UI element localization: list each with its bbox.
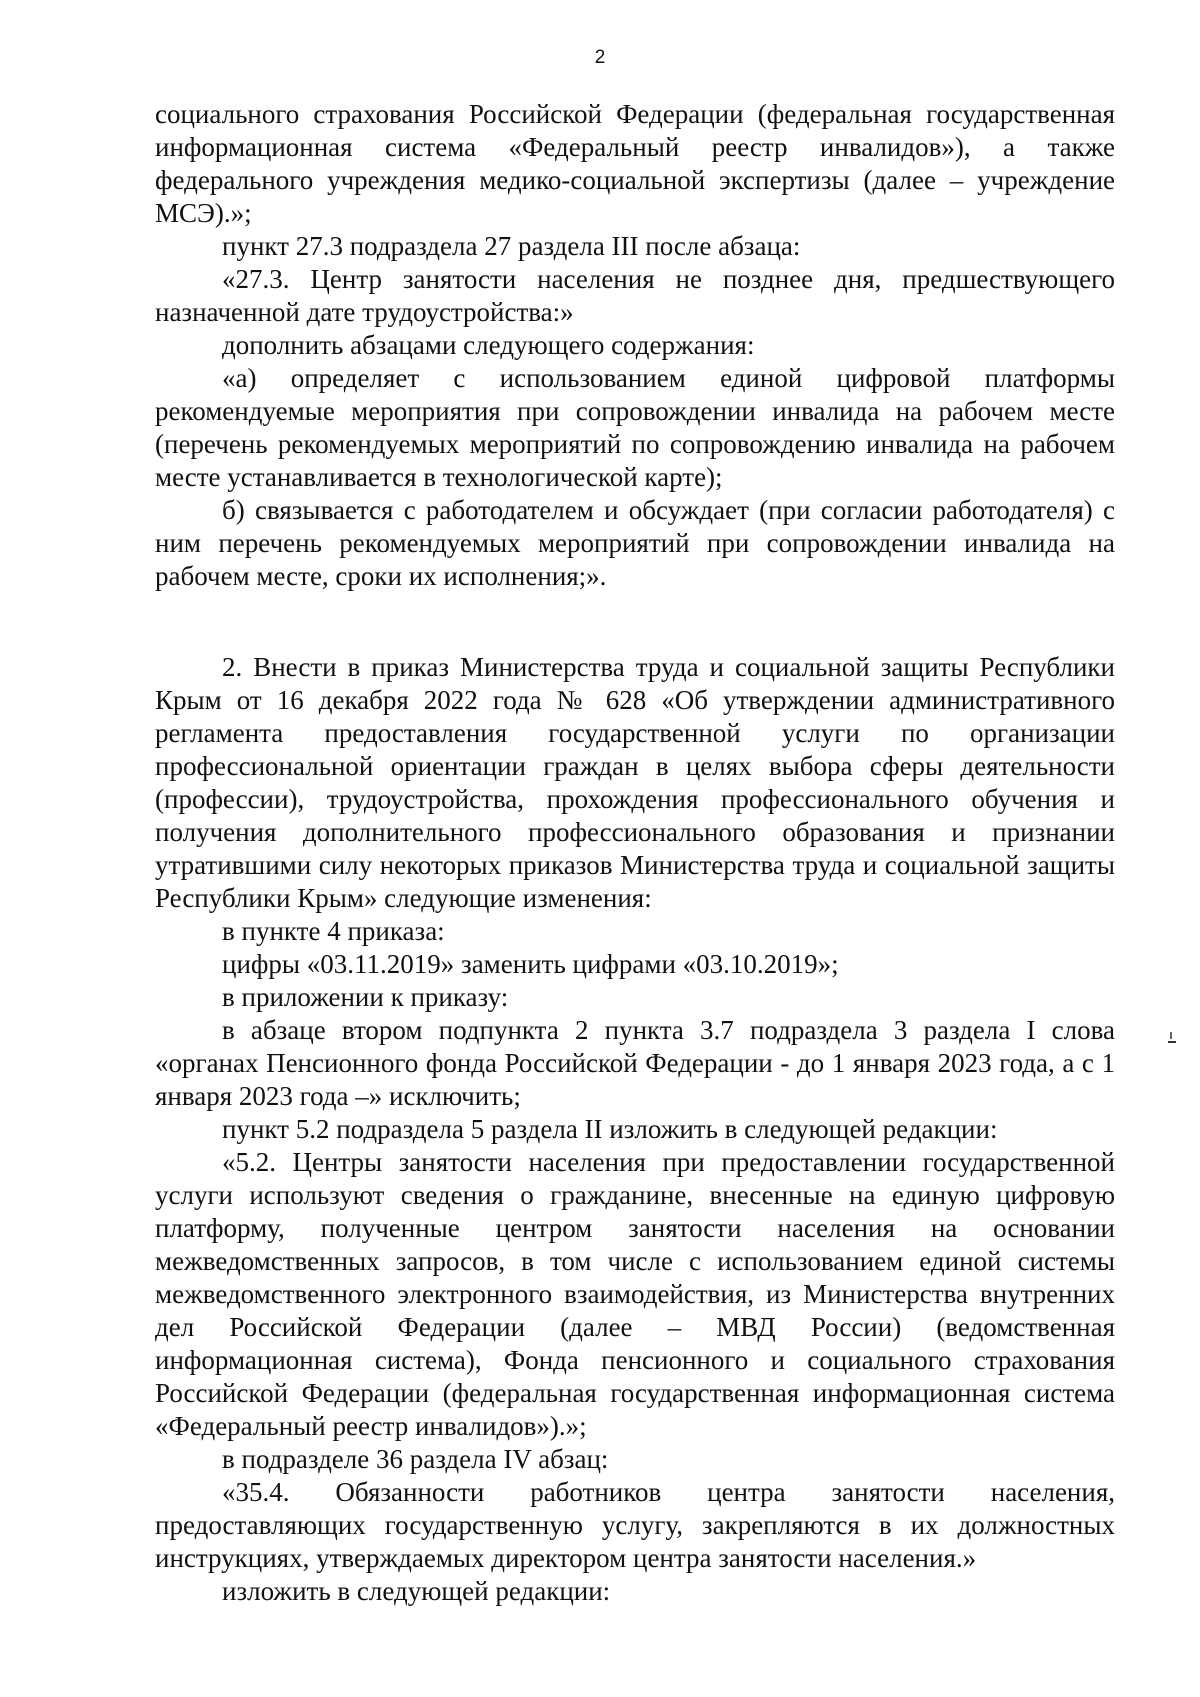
paragraph: «а) определяет с использованием единой цифровой платформы рекомендуемые мероприятия при сопровождении инвалида на рабочем месте (перечень рекомендуемых мероприятий по сопровождению инвалида на рабочем месте устанавливается в технологической карте); <box>155 363 1115 492</box>
paragraph: изложить в следующей редакции: <box>222 1576 611 1606</box>
paragraph: пункт 27.3 подраздела 27 раздела III после абзаца: <box>222 231 801 261</box>
paragraph: б) связывается с работодателем и обсуждает (при согласии работодателя) с ним перечень рекомендуемых мероприятий при сопровождении инвалида на рабочем месте, сроки их исполнения;». <box>155 495 1115 591</box>
paragraph: «35.4. Обязанности работников центра занятости населения, предоставляющих государственную услугу, закрепляются в их должностных инструкциях, утверждаемых директором центра занятости населения.» <box>155 1477 1115 1573</box>
paragraph: цифры «03.11.2019» заменить цифрами «03.10.2019»; <box>222 949 839 979</box>
document-body <box>155 98 1115 1608</box>
paragraph: «5.2. Центры занятости населения при предоставлении государственной услуги используют сведения о гражданине, внесенные на единую цифровую платформу, полученные центром занятости населения на основании межведомственных запросов, в том числе с использованием единой системы межведомственного электронного взаимодействия, из Министерства внутренних дел Российской Федерации (далее – МВД России) (ведомственная информационная система), Фонда пенсионного и социального страхования Российской Федерации (федеральная государственная информационная система «Федеральный реестр инвалидов»).»; <box>155 1147 1115 1441</box>
page-number: 2 <box>594 47 606 68</box>
paragraph: в абзаце втором подпункта 2 пункта 3.7 подраздела 3 раздела I слова «органах Пенсионного фонда Российской Федерации - до 1 января 2023 года, а с 1 января 2023 года –» исключить; <box>155 1015 1115 1111</box>
paragraph: социального страхования Российской Федерации (федеральная государственная информационная система «Федеральный реестр инвалидов»), а также федерального учреждения медико-социальной экспертизы (далее – учреждение МСЭ).»; <box>155 99 1115 228</box>
paragraph: в пункте 4 приказа: <box>222 916 445 946</box>
paragraph: дополнить абзацами следующего содержания: <box>222 330 755 360</box>
paragraph: 2. Внести в приказ Министерства труда и социальной защиты Республики Крым от 16 декабря 2022 года № 628 «Об утверждении административного регламента предоставления государственной услуги по организации профессиональной ориентации граждан в целях выбора сферы деятельности (профессии), трудоустройства, прохождения профессионального обучения и получения дополнительного профессионального образования и признании утратившими силу некоторых приказов Министерства труда и социальной защиты Республики Крым» следующие изменения: <box>155 652 1115 913</box>
paragraph: в подразделе 36 раздела IV абзац: <box>222 1444 609 1474</box>
scan-mark <box>1168 1030 1176 1046</box>
paragraph: «27.3. Центр занятости населения не позднее дня, предшествующего назначенной дате трудоустройства:» <box>155 264 1115 327</box>
paragraph: пункт 5.2 подраздела 5 раздела II изложить в следующей редакции: <box>222 1114 998 1144</box>
paragraph: в приложении к приказу: <box>222 982 509 1012</box>
